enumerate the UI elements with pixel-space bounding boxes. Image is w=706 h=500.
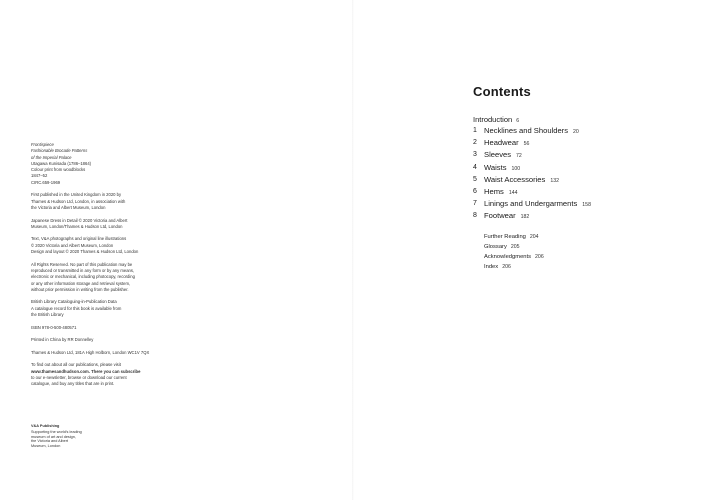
toc-page-number: 6	[516, 118, 520, 124]
toc-chapter-4	[473, 162, 693, 174]
toc-chapter-number: 6	[473, 188, 477, 195]
publisher-line: the Victoria and Albert	[31, 439, 69, 444]
toc-page-number: 204	[529, 234, 539, 240]
address-line: Thames & Hudson Ltd, 181A High Holborn, London WC1V 7QX	[31, 349, 150, 355]
imprint-line: © 2020 Victoria and Albert Museum, London	[31, 242, 114, 248]
toc-page-number: 205	[510, 244, 520, 250]
caption-line: of the Imperial Palace	[31, 154, 72, 160]
toc-page-number: 158	[582, 202, 591, 209]
imprint-line: Thames & Hudson Ltd, London, in association with	[31, 198, 126, 204]
publisher-line: Museum, London	[31, 444, 61, 449]
toc-label: Index	[484, 264, 499, 270]
toc-introduction	[473, 115, 519, 125]
imprint-line: Design and layout © 2020 Thames & Hudson Ltd, London	[31, 249, 139, 255]
imprint-line: to our e-newsletter, browse or download our current	[31, 374, 127, 380]
imprint-line: or any other information storage and retrieval system,	[31, 280, 131, 286]
imprint-line: To find out about all our publications, please visit	[31, 362, 121, 368]
toc-glossary	[484, 242, 520, 252]
toc-chapter-number: 4	[473, 163, 477, 171]
toc-acknowledgments	[484, 252, 544, 262]
imprint-line: electronic or mechanical, including photocopy, recording	[31, 274, 135, 280]
toc-chapter-number: 3	[473, 151, 477, 159]
toc-label: Acknowledgments	[484, 254, 532, 260]
toc-label: Necklines and Shoulders	[484, 126, 569, 135]
toc-chapter-8	[473, 210, 693, 222]
toc-chapter-number: 1	[473, 127, 477, 134]
title-copyright	[31, 218, 171, 231]
find-out-more	[31, 362, 171, 387]
toc-page-number: 56	[523, 141, 530, 148]
toc-chapter-number: 7	[473, 200, 477, 208]
toc-label: Glossary	[484, 244, 507, 250]
imprint-block	[31, 142, 171, 394]
toc-label: Sleeves	[484, 150, 512, 160]
imprint-line: Japanese Dress in Detail © 2020 Victoria and Albert	[31, 217, 128, 223]
toc-page-number: 206	[502, 264, 511, 270]
publisher-name: V&A Publishing	[31, 424, 60, 428]
printed-in	[31, 337, 171, 343]
toc-label: Headwear	[484, 138, 519, 148]
imprint-line: British Library Cataloguing-in-Publication Data	[31, 299, 117, 305]
imprint-line: reproduced or transmitted in any form or by any means,	[31, 267, 135, 273]
toc-chapter-entry	[484, 210, 529, 223]
toc-page-number: 20	[573, 129, 579, 135]
right-page-contents	[353, 0, 706, 500]
toc-label: Introduction	[473, 115, 513, 124]
toc-page-number: 144	[508, 190, 518, 196]
imprint-line: the Victoria and Albert Museum, London	[31, 204, 106, 210]
publisher-line: museum of art and design,	[31, 434, 76, 439]
toc-chapter-1	[473, 125, 693, 137]
isbn-line: ISBN 978-0-500-480571	[31, 324, 77, 330]
imprint-line: without prior permission in writing from the publisher.	[31, 286, 129, 292]
toc-label: Linings and Undergarments	[484, 199, 578, 209]
toc-chapter-2	[473, 137, 693, 149]
caption-line: Fashionable Brocade Patterns	[31, 148, 88, 154]
toc-label: Waist Accessories	[484, 174, 546, 184]
toc-page-number: 206	[535, 254, 544, 260]
caption-line: 1847–52	[31, 173, 48, 179]
first-published	[31, 192, 171, 211]
imprint-line: All Rights Reserved. No part of this publication may be	[31, 261, 133, 267]
toc-label: Hems	[484, 187, 504, 196]
imprint-line: A catalogue record for this book is available from	[31, 305, 122, 311]
imprint-line: Text, V&A photographs and original line illustrations	[31, 236, 127, 242]
toc-index	[484, 262, 511, 272]
toc-label: Footwear	[484, 211, 516, 221]
imprint-line: First published in the United Kingdom in 2020 by	[31, 192, 122, 198]
toc-chapter-6	[473, 186, 693, 198]
website-link: www.thamesandhudson.com. There you can subscribe	[31, 368, 141, 374]
imprint-line: the British Library	[31, 312, 64, 318]
caption-line: Utagawa Kunisada (1786–1864)	[31, 160, 92, 166]
toc-chapter-number: 2	[473, 139, 477, 147]
toc-further-reading	[484, 232, 539, 242]
toc-chapter-5	[473, 174, 693, 186]
toc-page-number: 132	[550, 177, 559, 184]
isbn	[31, 325, 171, 331]
contents-heading: Contents	[473, 84, 531, 99]
caption-line: CIRC.659-1969	[31, 179, 61, 185]
publisher-block	[31, 424, 111, 449]
toc-chapter-number: 8	[473, 212, 477, 220]
imprint-line: Museum, London/Thames & Hudson Ltd, London	[31, 223, 123, 229]
toc-page-number: 182	[520, 214, 530, 221]
publisher-line: Supporting the world's leading	[31, 429, 82, 434]
toc-chapter-number: 5	[473, 175, 477, 183]
rights-notice	[31, 262, 171, 293]
toc-chapter-3	[473, 149, 693, 161]
frontispiece-caption	[31, 142, 171, 186]
caption-line: Frontispiece	[31, 142, 54, 147]
publisher-address	[31, 350, 171, 356]
text-copyright	[31, 236, 171, 255]
printed-line: Printed in China by RR Donnelley	[31, 337, 94, 343]
toc-page-number: 100	[511, 165, 521, 172]
imprint-line: catalogue, and buy any titles that are in print.	[31, 381, 115, 387]
toc-page-number: 72	[516, 153, 522, 160]
toc-chapter-7	[473, 198, 693, 210]
caption-line: Colour print from woodblocks	[31, 167, 86, 173]
toc-label: Further Reading	[484, 234, 526, 240]
cataloguing-data	[31, 299, 171, 318]
toc-label: Waists	[484, 162, 507, 172]
